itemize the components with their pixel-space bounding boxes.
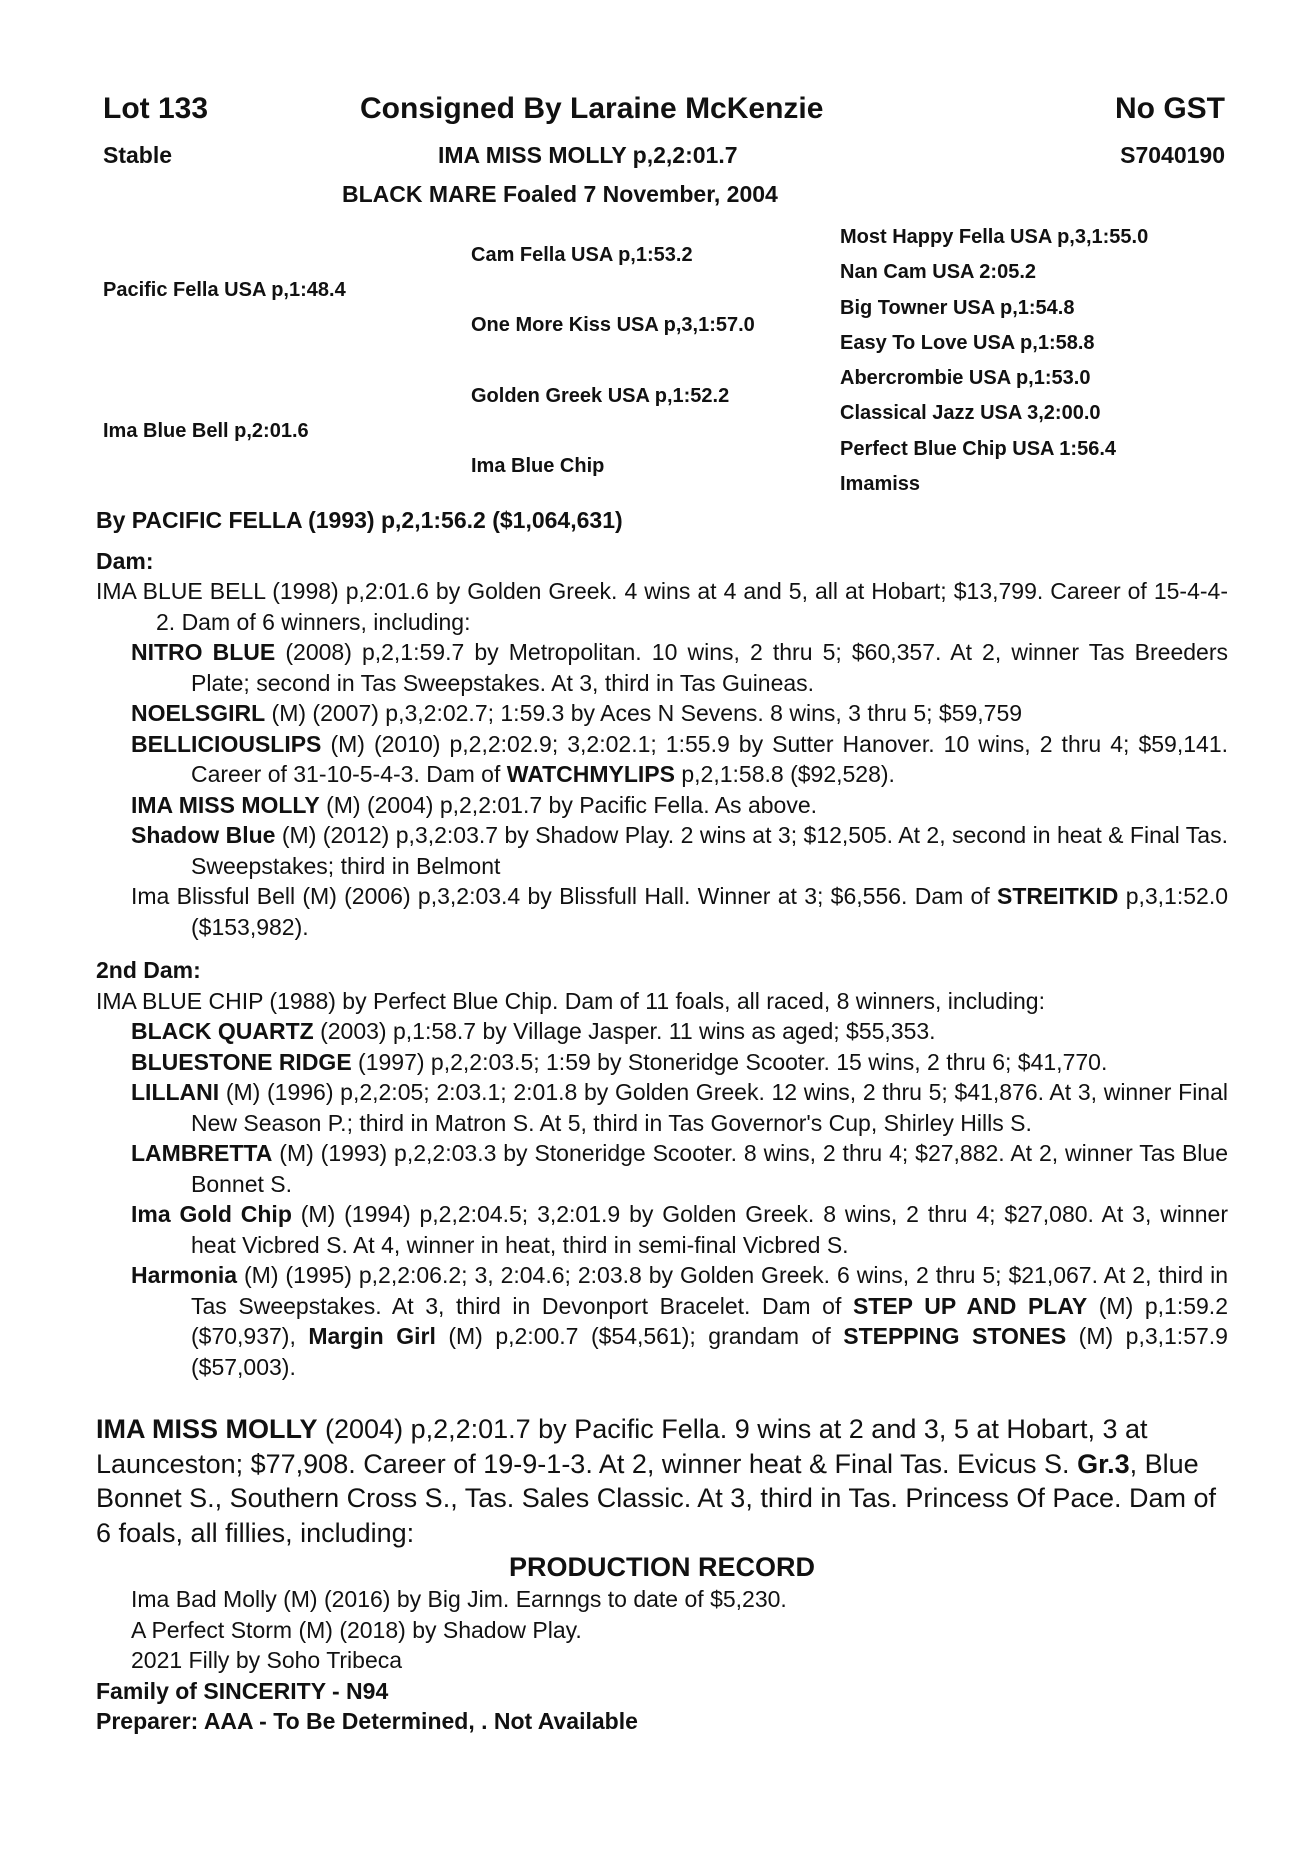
- progeny-text: p,3,1:52.0 ($153,982).: [191, 883, 1228, 940]
- progeny-item: [96, 790, 1228, 821]
- progeny-name: Margin Girl: [308, 1323, 436, 1349]
- progeny-name: NITRO BLUE: [131, 639, 276, 665]
- production-item: A Perfect Storm (M) (2018) by Shadow Play.: [131, 1616, 582, 1643]
- summary-name: IMA MISS MOLLY: [96, 1414, 318, 1444]
- pedigree-g4: Easy To Love USA p,1:58.8: [840, 332, 1095, 354]
- pedigree-g5: Abercrombie USA p,1:53.0: [840, 367, 1091, 389]
- progeny-text: (2003) p,1:58.7 by Village Jasper. 11 wins as aged; $55,353.: [313, 1018, 936, 1044]
- pedigree-dam-dam: Ima Blue Chip: [471, 455, 605, 477]
- progeny-name: BELLICIOUSLIPS: [131, 730, 322, 757]
- dam-heading: Dam:: [96, 547, 154, 574]
- second-dam-intro: IMA BLUE CHIP (1988) by Perfect Blue Chip. Dam of 11 foals, all raced, 8 winners, including:: [96, 987, 1045, 1014]
- second-dam-heading: 2nd Dam:: [96, 957, 201, 983]
- progeny-text: (1997) p,2,2:03.5; 1:59 by Stoneridge Scooter. 15 wins, 2 thru 6; $41,770.: [351, 1048, 1108, 1075]
- progeny-name: STEP UP AND PLAY: [852, 1292, 1088, 1319]
- progeny-name: Ima Gold Chip: [131, 1201, 292, 1227]
- progeny-name: LILLANI: [131, 1079, 220, 1105]
- progeny-item: [96, 637, 1228, 698]
- production-item: 2021 Filly by Soho Tribeca: [131, 1647, 403, 1673]
- pedigree-g2: Nan Cam USA 2:05.2: [840, 261, 1036, 283]
- production-item: Ima Bad Molly (M) (2016) by Big Jim. Earnngs to date of $5,230.: [131, 1586, 787, 1612]
- progeny-text: (2008) p,2,1:59.7 by Metropolitan. 10 wins, 2 thru 5; $60,357. At 2, winner Tas Breeders Plate; second in Tas Sweepstakes. At 3, third in Tas Guineas.: [191, 639, 1228, 696]
- progeny-item: [96, 729, 1228, 790]
- progeny-name: Harmonia: [131, 1262, 238, 1288]
- horse-description: BLACK MARE Foaled 7 November, 2004: [342, 181, 778, 207]
- progeny-name: WATCHMYLIPS: [506, 761, 675, 787]
- progeny-name: NOELSGIRL: [131, 700, 266, 726]
- progeny-name: IMA MISS MOLLY: [131, 791, 320, 818]
- progeny-text: (M) (1996) p,2,2:05; 2:03.1; 2:01.8 by Golden Greek. 12 wins, 2 thru 5; $41,876. At 3, winner Final New Season P.; third in Matron S. At 5, third in Tas Governor's Cup, Shirley Hills S.: [191, 1079, 1228, 1136]
- progeny-text: (M) (1995) p,2,2:06.2; 3, 2:04.6; 2:03.8 by Golden Greek. 6 wins, 2 thru 5; $21,067. At 2, third in Tas Sweepstakes. At 3, third in Devonport Bracelet. Dam of: [191, 1262, 1228, 1319]
- progeny-item: [96, 698, 1228, 729]
- summary-grade: Gr.3: [1077, 1448, 1130, 1479]
- dam-intro: IMA BLUE BELL (1998) p,2:01.6 by Golden Greek. 4 wins at 4 and 5, all at Hobart; $13,799. Career of 15-4-4-2. Dam of 6 winners, including:: [96, 578, 1228, 635]
- pedigree-dam: Ima Blue Bell p,2:01.6: [103, 420, 309, 442]
- progeny-text: Ima Blissful Bell (M) (2006) p,3,2:03.4 by Blissfull Hall. Winner at 3; $6,556. Dam of: [131, 883, 998, 909]
- summary-paragraph: [96, 1412, 1228, 1550]
- progeny-text: (M) (1993) p,2,2:03.3 by Stoneridge Scooter. 8 wins, 2 thru 4; $27,882. At 2, winner Tas Blue Bonnet S.: [191, 1140, 1228, 1197]
- progeny-item: [96, 1016, 1228, 1047]
- progeny-text: (M) p,2:00.7 ($54,561); grandam of: [435, 1323, 844, 1349]
- progeny-name: STREITKID: [997, 883, 1119, 909]
- progeny-text: p,2,1:58.8 ($92,528).: [674, 761, 895, 787]
- catalogue-body: [96, 505, 1228, 1737]
- consignor: Consigned By Laraine McKenzie: [360, 92, 824, 125]
- lot-number: Lot 133: [103, 92, 209, 125]
- production-heading: PRODUCTION RECORD: [508, 1552, 815, 1582]
- progeny-item: [96, 1199, 1228, 1260]
- progeny-item: [96, 1138, 1228, 1199]
- pedigree-sire-dam: One More Kiss USA p,3,1:57.0: [471, 314, 755, 336]
- summary-text: (2004) p,2,2:01.7 by Pacific Fella. 9 wins at 2 and 3, 5 at Hobart, 3 at Launceston; $77,908. Career of 19-9-1-3. At 2, winner heat & Final Tas. Evicus S.: [96, 1414, 1148, 1479]
- pedigree-sire: Pacific Fella USA p,1:48.4: [103, 279, 346, 301]
- progeny-item: [96, 1260, 1228, 1382]
- pedigree-g7: Perfect Blue Chip USA 1:56.4: [840, 438, 1117, 460]
- pedigree-g1: Most Happy Fella USA p,3,1:55.0: [840, 226, 1149, 248]
- summary-text: , Blue Bonnet S., Southern Cross S., Tas. Sales Classic. At 3, third in Tas. Princess Of Pace. Dam of 6 foals, all fillies, including:: [96, 1448, 1216, 1548]
- progeny-text: (M) (2007) p,3,2:02.7; 1:59.3 by Aces N Sevens. 8 wins, 3 thru 5; $59,759: [265, 700, 1023, 726]
- progeny-text: (M) p,3,1:57.9 ($57,003).: [191, 1323, 1228, 1380]
- gst-status: No GST: [1115, 92, 1225, 125]
- progeny-item: [96, 1077, 1228, 1138]
- preparer-line: Preparer: AAA - To Be Determined, . Not Available: [96, 1708, 638, 1734]
- progeny-text: (M) (2004) p,2,2:01.7 by Pacific Fella. As above.: [319, 791, 817, 818]
- family-line: Family of SINCERITY - N94: [96, 1677, 389, 1704]
- pedigree-dam-sire: Golden Greek USA p,1:52.2: [471, 385, 730, 407]
- progeny-item: [96, 820, 1228, 881]
- progeny-item: [96, 881, 1228, 942]
- stable-label: Stable: [103, 142, 173, 168]
- pedigree-g8: Imamiss: [840, 473, 921, 495]
- pedigree-sire-sire: Cam Fella USA p,1:53.2: [471, 244, 693, 266]
- progeny-text: (M) (1994) p,2,2:04.5; 3,2:01.9 by Golden Greek. 8 wins, 2 thru 4; $27,080. At 3, winner heat Vicbred S. At 4, winner in heat, third in semi-final Vicbred S.: [191, 1201, 1228, 1258]
- progeny-text: (M) (2012) p,3,2:03.7 by Shadow Play. 2 wins at 3; $12,505. At 2, second in heat & Final Tas. Sweepstakes; third in Belmont: [191, 822, 1228, 879]
- by-line: By PACIFIC FELLA (1993) p,2,1:56.2 ($1,064,631): [96, 507, 623, 533]
- progeny-name: Shadow Blue: [131, 822, 276, 848]
- pedigree-g6: Classical Jazz USA 3,2:00.0: [840, 402, 1101, 424]
- progeny-name: STEPPING STONES: [843, 1323, 1067, 1349]
- progeny-name: BLUESTONE RIDGE: [131, 1048, 352, 1075]
- progeny-name: BLACK QUARTZ: [131, 1018, 314, 1044]
- progeny-text: (M) (2010) p,2,2:02.9; 3,2:02.1; 1:55.9 by Sutter Hanover. 10 wins, 2 thru 4; $59,141. Career of 31-10-5-4-3. Dam of: [191, 730, 1228, 787]
- horse-code: S7040190: [1120, 142, 1225, 168]
- horse-title: IMA MISS MOLLY p,2,2:01.7: [438, 142, 738, 168]
- pedigree-g3: Big Towner USA p,1:54.8: [840, 297, 1075, 319]
- progeny-text: (M) p,1:59.2 ($70,937),: [191, 1292, 1228, 1349]
- progeny-name: LAMBRETTA: [131, 1140, 273, 1166]
- progeny-item: [96, 1047, 1228, 1078]
